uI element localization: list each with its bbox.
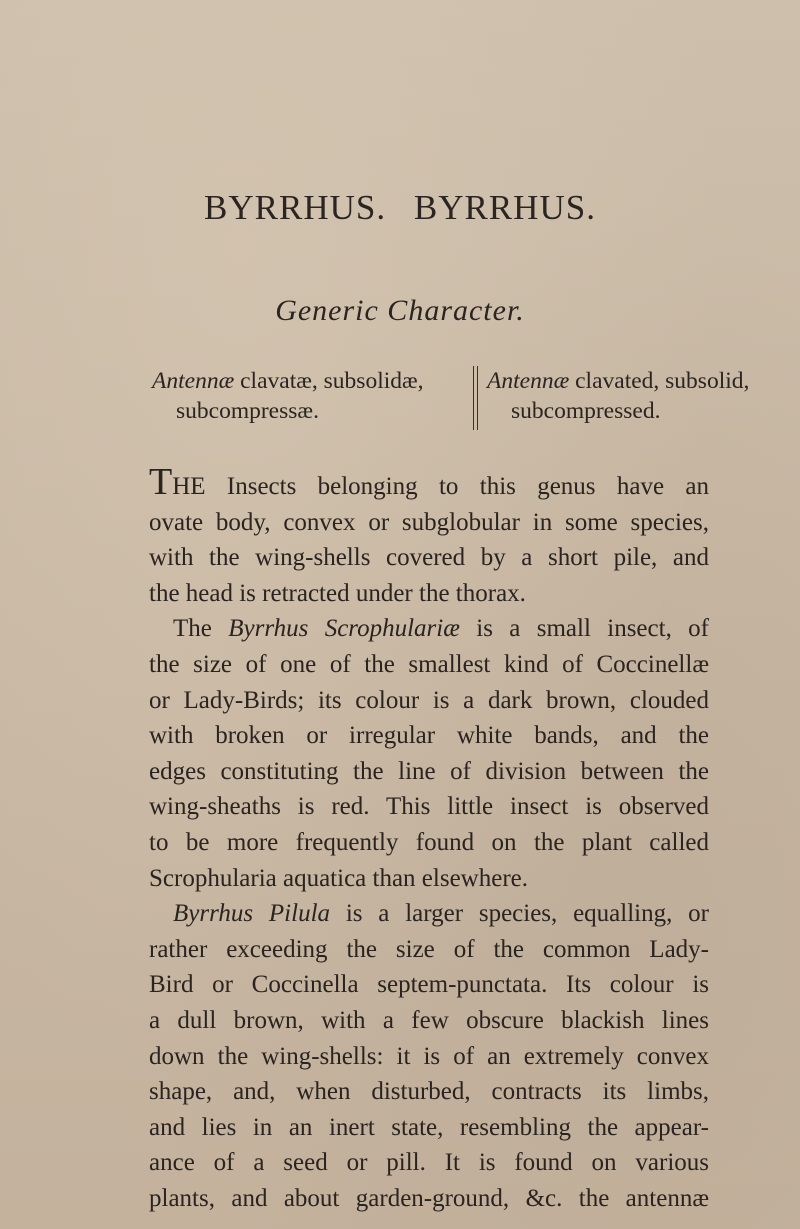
p3-line-6: shape, and, when disturbed, contracts its limbs, <box>149 1078 709 1106</box>
p3-line-5: down the wing-shells: it is of an extremely convex <box>149 1042 709 1070</box>
drop-cap-letter: T <box>149 461 173 503</box>
p1-line-3: with the wing-shells covered by a short pile, and <box>149 544 709 572</box>
p2-line-1-b: is a small insect, of <box>459 615 709 643</box>
p3-line-4: a dull brown, with a few obscure blackish lines <box>149 1006 709 1034</box>
body-text <box>149 461 709 1216</box>
p2-line-7: to be more frequently found on the plant called <box>149 828 709 856</box>
p3-line-8: ance of a seed or pill. It is found on various <box>149 1149 709 1177</box>
p2-line-8: Scrophularia aquatica than elsewhere. <box>149 864 528 892</box>
column-divider-rule <box>473 366 474 430</box>
english-character-column <box>487 366 787 426</box>
p3-line-9: plants, and about garden-ground, &c. the antennæ <box>149 1184 709 1212</box>
p3-line-3: Bird or Coccinella septem-punctata. Its colour is <box>149 971 709 999</box>
latin-character-line-2: subcompressæ. <box>176 398 319 424</box>
header-title-right: BYRRHUS. <box>413 188 596 227</box>
p3-line-7: and lies in an inert state, resembling the appear- <box>149 1113 709 1141</box>
column-divider-rule-second <box>477 366 478 430</box>
latin-character-line-1 <box>152 366 470 396</box>
p1-line-1 <box>149 461 709 505</box>
english-character-line-1-rest: clavated, subsolid, <box>569 368 750 394</box>
p2-line-1 <box>149 611 709 647</box>
p2-line-5: edges constituting the line of division between the <box>149 757 709 785</box>
p3-species-name: Byrrhus Pilula <box>173 900 331 928</box>
running-header <box>0 188 800 228</box>
p2-line-2: the size of one of the smallest kind of Coccinellæ <box>149 650 709 678</box>
p3-line-1 <box>149 896 709 932</box>
p2-line-1-a: The <box>173 615 229 643</box>
latin-character-line-1-rest: clavatæ, subsolidæ, <box>234 368 424 394</box>
p3-line-1-b: is a larger species, equalling, or <box>330 900 709 928</box>
english-character-line-1 <box>487 366 787 396</box>
latin-antennae-term: Antennæ <box>152 368 235 394</box>
p1-smallcaps: HE <box>172 473 206 500</box>
p3-line-2: rather exceeding the size of the common Lady- <box>149 935 709 963</box>
p2-line-3: or Lady-Birds; its colour is a dark brown, clouded <box>149 686 709 714</box>
header-title-left: BYRRHUS. <box>204 188 387 227</box>
p2-species-name: Byrrhus Scrophulariæ <box>228 615 460 643</box>
latin-character-column <box>152 366 470 426</box>
p2-line-6: wing-sheaths is red. This little insect is observed <box>149 793 709 821</box>
p1-line-4: the head is retracted under the thorax. <box>149 579 526 607</box>
p2-line-4: with broken or irregular white bands, and the <box>149 722 709 750</box>
p1-line-2: ovate body, convex or subglobular in some species, <box>149 508 709 536</box>
english-character-line-2: subcompressed. <box>511 398 661 424</box>
english-antennae-term: Antennæ <box>487 368 570 394</box>
p1-line-1-rest: Insects belonging to this genus have an <box>205 473 709 500</box>
generic-character-heading: Generic Character. <box>275 294 525 327</box>
